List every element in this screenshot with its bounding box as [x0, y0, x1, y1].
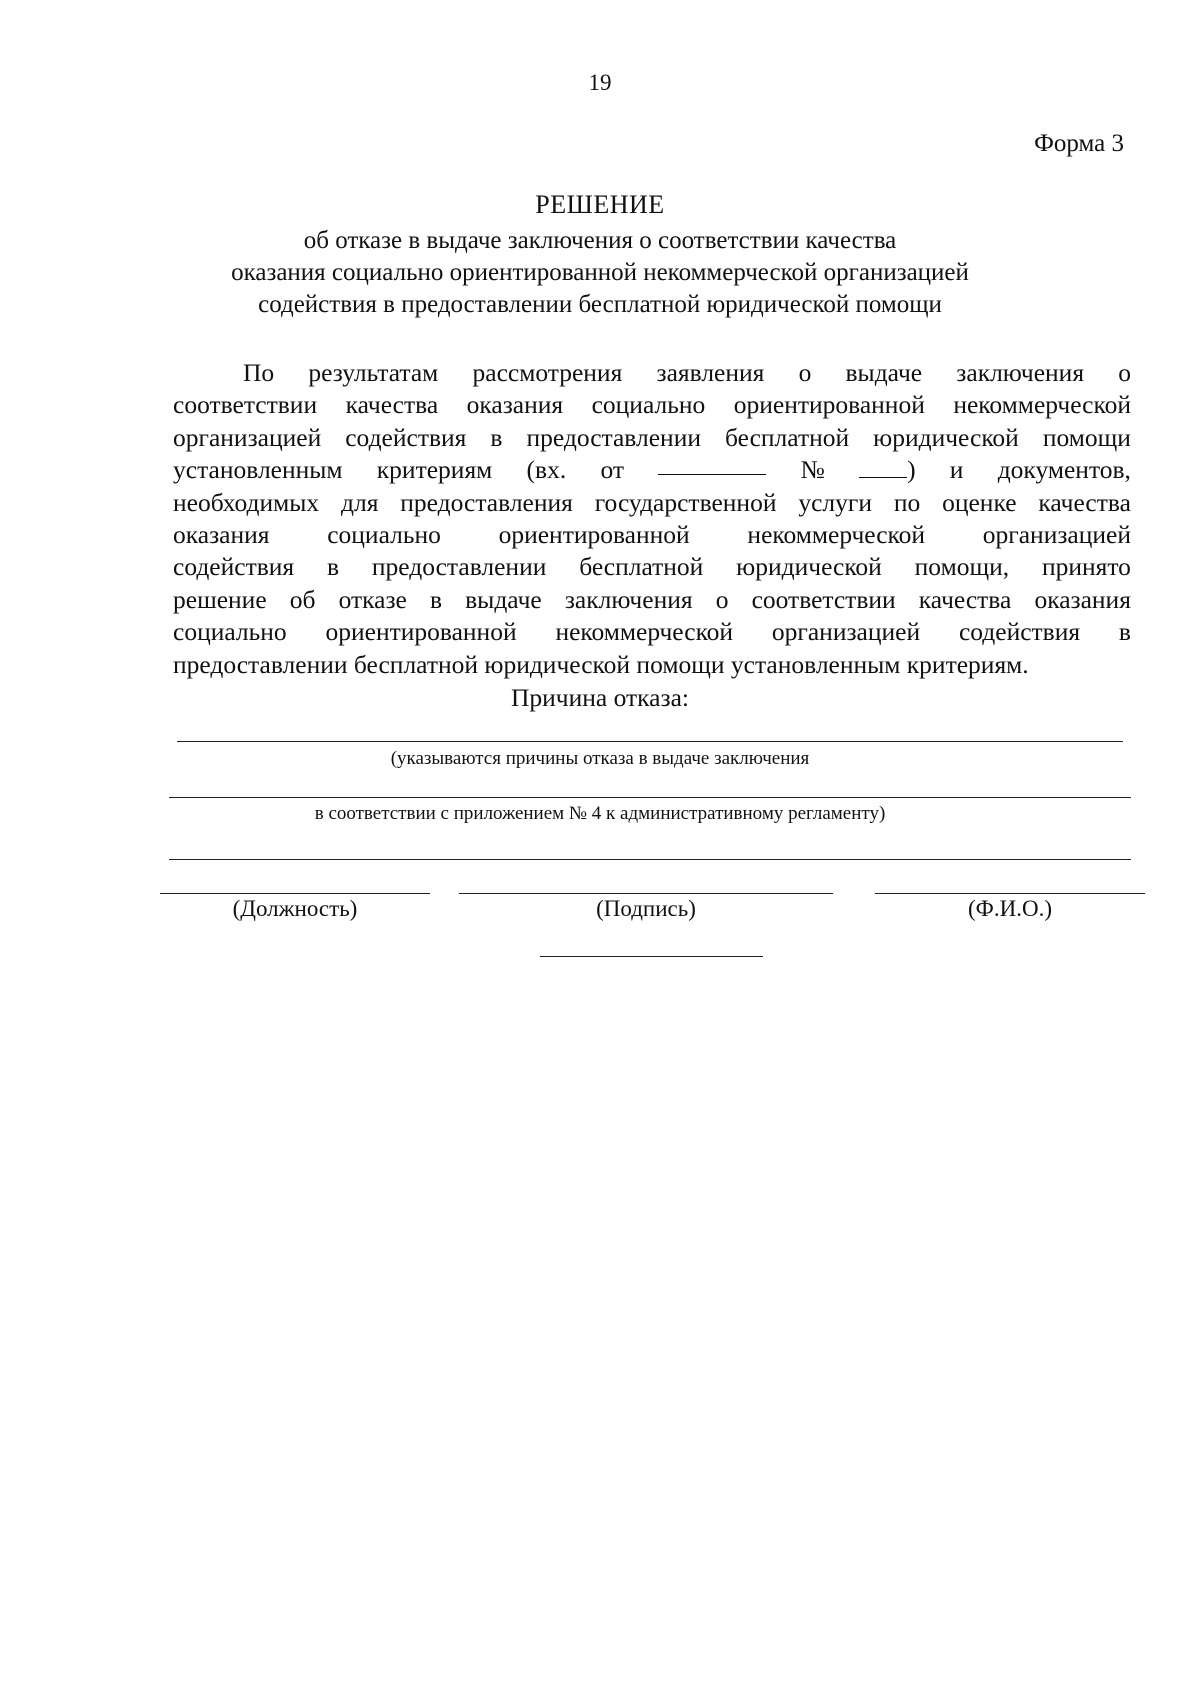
document-title: РЕШЕНИЕ [535, 190, 665, 219]
body-line-8 [173, 584, 1131, 616]
word: По [243, 358, 275, 387]
number-blank-group [859, 454, 916, 486]
word: заключения [956, 358, 1085, 387]
word: организацией [771, 617, 921, 647]
word: заключения [564, 584, 693, 614]
body-line-4 [173, 454, 1131, 486]
word: принято [1041, 552, 1131, 582]
word: оказания [173, 520, 270, 550]
word: организацией [173, 422, 322, 452]
word: решение [173, 584, 267, 614]
word: установленным [173, 455, 343, 485]
word: о [715, 584, 729, 614]
word: помощи [1042, 422, 1131, 452]
reason-line-3 [169, 859, 1131, 860]
word: услуги [798, 487, 872, 517]
subtitle-line: об отказе в выдаче заключения о соответствии качества [303, 227, 897, 254]
word: по [893, 487, 921, 517]
word: предоставлении [371, 552, 547, 582]
word: содействия [173, 552, 295, 582]
reason-line-2 [169, 797, 1131, 798]
word: качества [1038, 487, 1131, 517]
word: в [429, 584, 443, 614]
word: некоммерческой [953, 390, 1131, 420]
word: социально [327, 520, 441, 550]
word: в [326, 552, 340, 582]
word: соответствии [173, 390, 318, 420]
word: соответствии [751, 584, 896, 614]
name-label: (Ф.И.О.) [968, 896, 1052, 921]
reason-caption-1: (указываются причины отказа в выдаче заключения [390, 748, 810, 769]
word: социально [173, 617, 287, 647]
word: рассмотрения [472, 358, 623, 387]
word: об [289, 584, 316, 614]
reason-line-1 [177, 741, 1123, 742]
word: в [1118, 617, 1131, 647]
word: о [1118, 358, 1131, 387]
word: оказания [1034, 584, 1131, 614]
word: для [341, 487, 379, 517]
reason-title: Причина отказа: [511, 683, 689, 712]
word: выдаче [845, 358, 923, 387]
body-line-1 [173, 357, 1131, 389]
position-label: (Должность) [232, 896, 358, 921]
body-line-5 [173, 487, 1131, 519]
word: содействия [345, 422, 467, 452]
word: выдаче [465, 584, 542, 614]
word: заявления [656, 358, 765, 387]
word: результатам [308, 358, 439, 387]
word: ориентированной [733, 390, 925, 420]
word: некоммерческой [747, 520, 926, 550]
word: оценке [942, 487, 1017, 517]
word: ориентированной [498, 520, 690, 550]
form-label: Форма 3 [1034, 130, 1124, 157]
date-blank [658, 454, 766, 475]
word: оказания [466, 390, 564, 420]
body-line-6 [173, 519, 1131, 551]
body-line-10 [173, 649, 1131, 681]
number-blank [859, 457, 907, 478]
document-subtitle [0, 225, 1200, 321]
word: критериям [376, 455, 493, 485]
word: предоставлении [526, 422, 701, 452]
word: содействия [958, 617, 1081, 647]
word: бесплатной [725, 422, 850, 452]
body-line-7 [173, 551, 1131, 583]
word: бесплатной [579, 552, 704, 582]
word: некоммерческой [555, 617, 734, 647]
word: документов, [997, 455, 1131, 485]
signature-line [459, 893, 833, 894]
closing-paren: ) [907, 455, 916, 485]
word: в [490, 422, 503, 452]
word: социально [591, 390, 706, 420]
reason-caption-2: в соответствии с приложением № 4 к административному регламенту) [314, 803, 886, 824]
word: юридической [736, 552, 882, 582]
word: и [949, 455, 964, 485]
name-line [875, 893, 1145, 894]
subtitle-line: содействия в предоставлении бесплатной юридической помощи [258, 291, 942, 318]
page-number: 19 [588, 70, 612, 95]
word: ориентированной [325, 617, 517, 647]
word: о [798, 358, 812, 387]
word: от [600, 455, 625, 485]
subtitle-line: оказания социально ориентированной некоммерческой организацией [231, 259, 969, 286]
word: отказе [338, 584, 407, 614]
word: юридической [873, 422, 1019, 452]
word: помощи, [914, 552, 1010, 582]
signature-label: (Подпись) [596, 896, 696, 921]
date-line [540, 956, 763, 957]
body-line-2 [173, 389, 1131, 421]
word: (вх. [526, 455, 567, 485]
body-line-9 [173, 616, 1131, 648]
word: предоставления [400, 487, 573, 517]
body-last-line: предоставлении бесплатной юридической помощи установленным критериям. [173, 649, 1029, 679]
word: государственной [594, 487, 777, 517]
body-line-3 [173, 422, 1131, 454]
word: качества [918, 584, 1012, 614]
body-paragraph [173, 357, 1131, 681]
number-sign: № [800, 455, 825, 485]
word: организацией [982, 520, 1131, 550]
word: качества [345, 390, 439, 420]
position-line [160, 893, 430, 894]
word: необходимых [173, 487, 320, 517]
